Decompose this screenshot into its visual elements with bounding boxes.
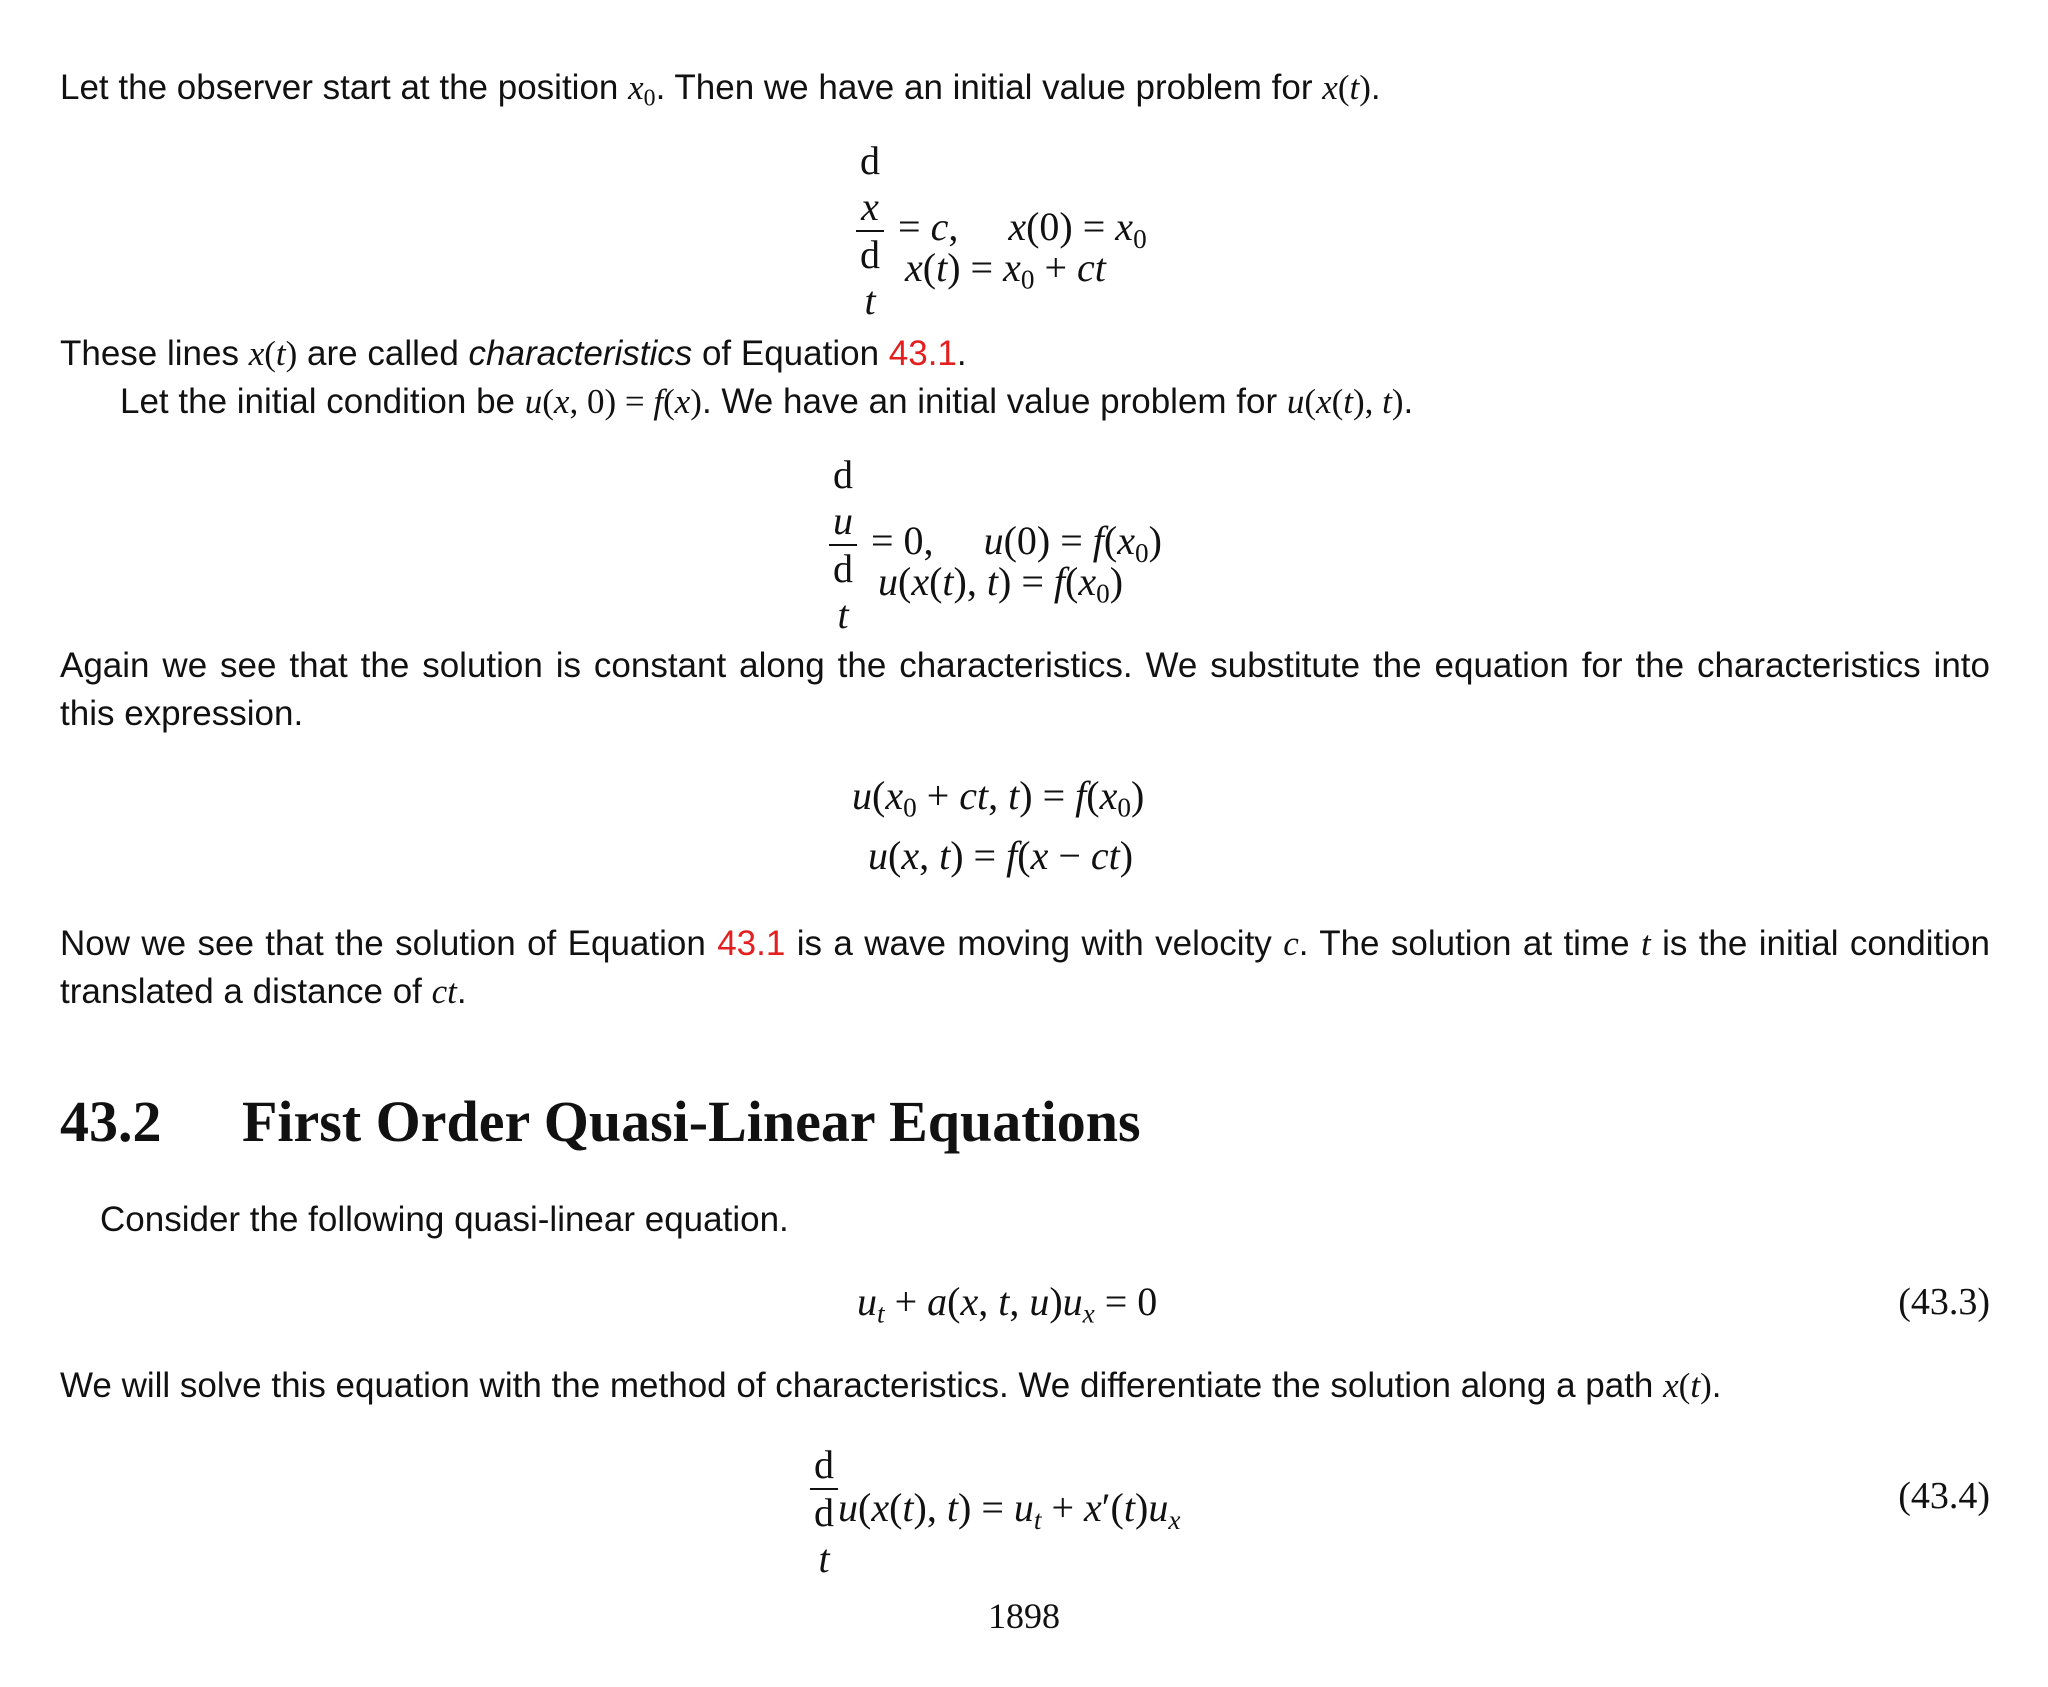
text: Consider the following quasi-linear equation. (100, 1200, 789, 1239)
math-t: t (1640, 924, 1651, 963)
text: are called (307, 334, 459, 373)
text: of Equation (701, 334, 880, 373)
paragraph-wave: Now we see that the solution of Equation 43.1 is a wave moving with velocity c. The solution at time t is the initial condition translated a distance of ct. (60, 924, 1990, 1011)
text: . Then we have an initial value problem for (655, 68, 1313, 107)
text: These lines (60, 334, 239, 373)
text: is the initial condition translated a distance of (60, 924, 1990, 1011)
section-number: 43.2 (60, 1089, 162, 1154)
math-xt: x(t) (1322, 68, 1371, 107)
text: Now we see that the solution of Equation (60, 924, 706, 963)
equation-dxdt: d x d t = c, $x(0) = x_0$ (852, 138, 1147, 324)
text: Again we see that the solution is constant along the characteristics. We substitute the equation for the characteristics into this expression. (60, 646, 1990, 733)
equation-derivative: d d t u(x(t), t) = ut + x′(t)ux (806, 1442, 1180, 1582)
section-title: First Order Quasi-Linear Equations (242, 1089, 1141, 1154)
equation-xt: $x(t) = x_0$ + ct (905, 245, 1106, 295)
text: Let the observer start at the position (60, 68, 619, 107)
math-x0: $x_0$ (628, 68, 656, 112)
paragraph-initial-condition: Let the initial condition be u(x, 0) = f(x). We have an initial value problem for u(x(t), t). (120, 382, 1414, 421)
paragraph-characteristics: These lines x(t) are called characteristics of Equation 43.1. (60, 334, 967, 373)
equation-solution: u(x, t) = f(x − ct) (868, 833, 1134, 878)
math-c: c (1283, 924, 1299, 963)
equation-dudt: d u d t = 0, $u(0) = f(x_0)$ (825, 452, 1162, 638)
equation-number: (43.4) (1898, 1475, 1990, 1517)
equation-link[interactable]: 43.1 (717, 924, 786, 963)
math-ct: ct (431, 972, 457, 1011)
section-heading (60, 1088, 1141, 1155)
equation-quasilinear: ut + a(x, t, u)ux = 0 (857, 1279, 1158, 1329)
text: . We have an initial value problem for (701, 382, 1278, 421)
math-xt: x(t) (1663, 1366, 1712, 1405)
text: We will solve this equation with the method of characteristics. We differentiate the solution along a path (60, 1366, 1654, 1405)
equation-link[interactable]: 43.1 (888, 334, 957, 373)
equation-substitute: $u(x_0$ + ct, $t) = f(x_0)$ (852, 773, 1145, 823)
paragraph-again (60, 642, 1990, 738)
text: is a wave moving with velocity (796, 924, 1272, 963)
text: . The solution at time (1298, 924, 1630, 963)
emphasis-term: characteristics (468, 334, 693, 373)
math-xt: x(t) (248, 334, 298, 373)
paragraph-intro: Let the observer start at the position $x_0$. Then we have an initial value problem for x(t). (60, 68, 1381, 112)
text: Let the initial condition be (120, 382, 515, 421)
equation-number: (43.3) (1898, 1281, 1990, 1323)
paragraph-consider (100, 1196, 1990, 1244)
math-uxtt: u(x(t), t) (1286, 382, 1404, 421)
paragraph-method: We will solve this equation with the method of characteristics. We differentiate the solution along a path x(t). (60, 1366, 1722, 1405)
page-number: 1898 (988, 1596, 1060, 1636)
math-initial: u(x, 0) = f(x) (524, 382, 702, 421)
equation-u-const: u(x(t), $t) = f(x_0)$ (878, 559, 1124, 609)
